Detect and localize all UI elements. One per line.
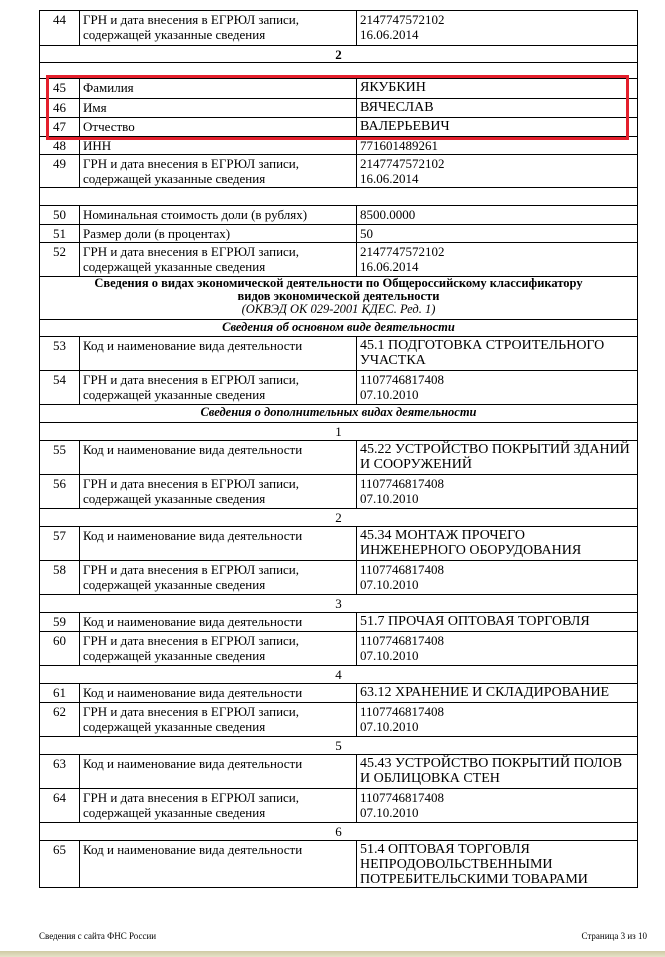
field-value: 45.1 ПОДГОТОВКА СТРОИТЕЛЬНОГО УЧАСТКА <box>357 337 638 371</box>
field-value: 63.12 ХРАНЕНИЕ И СКЛАДИРОВАНИЕ <box>357 684 638 703</box>
field-value: 8500.0000 <box>357 206 638 225</box>
row-number: 59 <box>40 613 80 632</box>
table-row <box>40 137 638 155</box>
section-number-row <box>40 737 638 755</box>
row-number: 52 <box>40 243 80 277</box>
table-row <box>40 684 638 703</box>
field-value: ВАЛЕРЬЕВИЧ <box>357 118 638 137</box>
field-value: 50 <box>357 225 638 243</box>
table-row <box>40 441 638 475</box>
row-number: 46 <box>40 99 80 118</box>
activity-subheader: Сведения о дополнительных видах деятельности <box>40 405 638 423</box>
field-label: Размер доли (в процентах) <box>80 225 357 243</box>
row-number: 51 <box>40 225 80 243</box>
page-bottom-edge <box>0 951 665 957</box>
field-label: Код и наименование вида деятельности <box>80 337 357 371</box>
field-value: 2147747572102 16.06.2014 <box>357 155 638 188</box>
row-number: 58 <box>40 561 80 595</box>
field-label: Код и наименование вида деятельности <box>80 684 357 703</box>
field-value: 1107746817408 07.10.2010 <box>357 789 638 823</box>
blank-cell <box>40 188 638 206</box>
section-number: 4 <box>40 666 638 684</box>
row-number: 55 <box>40 441 80 475</box>
footer-source: Сведения с сайта ФНС России <box>39 931 157 941</box>
row-number: 44 <box>40 11 80 46</box>
row-number: 56 <box>40 475 80 509</box>
field-value: 1107746817408 07.10.2010 <box>357 371 638 405</box>
field-value: 51.7 ПРОЧАЯ ОПТОВАЯ ТОРГОВЛЯ <box>357 613 638 632</box>
table-row <box>40 243 638 277</box>
table-row <box>40 99 638 118</box>
field-label: Имя <box>80 99 357 118</box>
field-value: 2147747572102 16.06.2014 <box>357 11 638 46</box>
section-number: 1 <box>40 423 638 441</box>
table-row <box>40 841 638 888</box>
section-number: 6 <box>40 823 638 841</box>
row-number: 65 <box>40 841 80 888</box>
table-row <box>40 155 638 188</box>
okved-header-subtitle: (ОКВЭД ОК 029-2001 КДЕС. Ред. 1) <box>241 302 436 316</box>
section-number-row <box>40 666 638 684</box>
field-label: Номинальная стоимость доли (в рублях) <box>80 206 357 225</box>
table-row <box>40 789 638 823</box>
row-number: 49 <box>40 155 80 188</box>
row-number: 54 <box>40 371 80 405</box>
table-row <box>40 79 638 99</box>
row-number: 53 <box>40 337 80 371</box>
field-value: 1107746817408 07.10.2010 <box>357 703 638 737</box>
field-label: ИНН <box>80 137 357 155</box>
field-label: ГРН и дата внесения в ЕГРЮЛ записи, содержащей указанные сведения <box>80 11 357 46</box>
activity-subheader-row <box>40 405 638 423</box>
field-value: 45.22 УСТРОЙСТВО ПОКРЫТИЙ ЗДАНИЙ И СООРУЖЕНИЙ <box>357 441 638 475</box>
section-number-row <box>40 823 638 841</box>
field-label: ГРН и дата внесения в ЕГРЮЛ записи, содержащей указанные сведения <box>80 155 357 188</box>
row-number: 45 <box>40 79 80 99</box>
footer-page-number: Страница 3 из 10 <box>581 931 647 941</box>
field-label: ГРН и дата внесения в ЕГРЮЛ записи, содержащей указанные сведения <box>80 703 357 737</box>
field-label: ГРН и дата внесения в ЕГРЮЛ записи, содержащей указанные сведения <box>80 561 357 595</box>
row-number: 50 <box>40 206 80 225</box>
table-row <box>40 225 638 243</box>
section-number: 2 <box>40 509 638 527</box>
activity-subheader-row <box>40 320 638 337</box>
page-footer <box>39 931 647 943</box>
field-value: 1107746817408 07.10.2010 <box>357 475 638 509</box>
field-label: ГРН и дата внесения в ЕГРЮЛ записи, содержащей указанные сведения <box>80 789 357 823</box>
field-label: Отчество <box>80 118 357 137</box>
field-label: Код и наименование вида деятельности <box>80 613 357 632</box>
table-row <box>40 703 638 737</box>
blank-row <box>40 188 638 206</box>
row-number: 60 <box>40 632 80 666</box>
egrul-extract-table <box>39 10 638 888</box>
field-label: Код и наименование вида деятельности <box>80 441 357 475</box>
field-label: ГРН и дата внесения в ЕГРЮЛ записи, содержащей указанные сведения <box>80 371 357 405</box>
section-number: 5 <box>40 737 638 755</box>
table-row <box>40 337 638 371</box>
section-number-row <box>40 46 638 63</box>
field-value: ВЯЧЕСЛАВ <box>357 99 638 118</box>
field-value: 771601489261 <box>357 137 638 155</box>
table-row <box>40 118 638 137</box>
field-value: 1107746817408 07.10.2010 <box>357 561 638 595</box>
section-number-row <box>40 595 638 613</box>
section-number-row <box>40 509 638 527</box>
blank-cell <box>40 63 638 79</box>
field-label: ГРН и дата внесения в ЕГРЮЛ записи, содержащей указанные сведения <box>80 475 357 509</box>
field-label: Код и наименование вида деятельности <box>80 755 357 789</box>
okved-header-row <box>40 277 638 320</box>
row-number: 61 <box>40 684 80 703</box>
field-label: ГРН и дата внесения в ЕГРЮЛ записи, содержащей указанные сведения <box>80 632 357 666</box>
table-row <box>40 632 638 666</box>
row-number: 63 <box>40 755 80 789</box>
section-number: 3 <box>40 595 638 613</box>
field-value: 1107746817408 07.10.2010 <box>357 632 638 666</box>
row-number: 57 <box>40 527 80 561</box>
row-number: 48 <box>40 137 80 155</box>
activity-subheader: Сведения об основном виде деятельности <box>40 320 638 337</box>
table-row <box>40 755 638 789</box>
row-number: 64 <box>40 789 80 823</box>
okved-header <box>40 277 638 320</box>
field-value: 2147747572102 16.06.2014 <box>357 243 638 277</box>
table-row <box>40 206 638 225</box>
field-label: Код и наименование вида деятельности <box>80 527 357 561</box>
field-value: ЯКУБКИН <box>357 79 638 99</box>
section-number: 2 <box>40 46 638 63</box>
field-label: Код и наименование вида деятельности <box>80 841 357 888</box>
field-label: Фамилия <box>80 79 357 99</box>
field-value: 51.4 ОПТОВАЯ ТОРГОВЛЯ НЕПРОДОВОЛЬСТВЕННЫМИ ПОТРЕБИТЕЛЬСКИМИ ТОВАРАМИ <box>357 841 638 888</box>
table-row <box>40 561 638 595</box>
field-label: ГРН и дата внесения в ЕГРЮЛ записи, содержащей указанные сведения <box>80 243 357 277</box>
okved-header-title: Сведения о видах экономической деятельности по Общероссийскому классификатору видов экономической деятельности <box>94 276 583 303</box>
table-row <box>40 11 638 46</box>
row-number: 62 <box>40 703 80 737</box>
section-number-row <box>40 423 638 441</box>
row-number: 47 <box>40 118 80 137</box>
table-row <box>40 613 638 632</box>
field-value: 45.34 МОНТАЖ ПРОЧЕГО ИНЖЕНЕРНОГО ОБОРУДОВАНИЯ <box>357 527 638 561</box>
blank-row <box>40 63 638 79</box>
table-row <box>40 475 638 509</box>
table-row <box>40 371 638 405</box>
table-row <box>40 527 638 561</box>
field-value: 45.43 УСТРОЙСТВО ПОКРЫТИЙ ПОЛОВ И ОБЛИЦОВКА СТЕН <box>357 755 638 789</box>
